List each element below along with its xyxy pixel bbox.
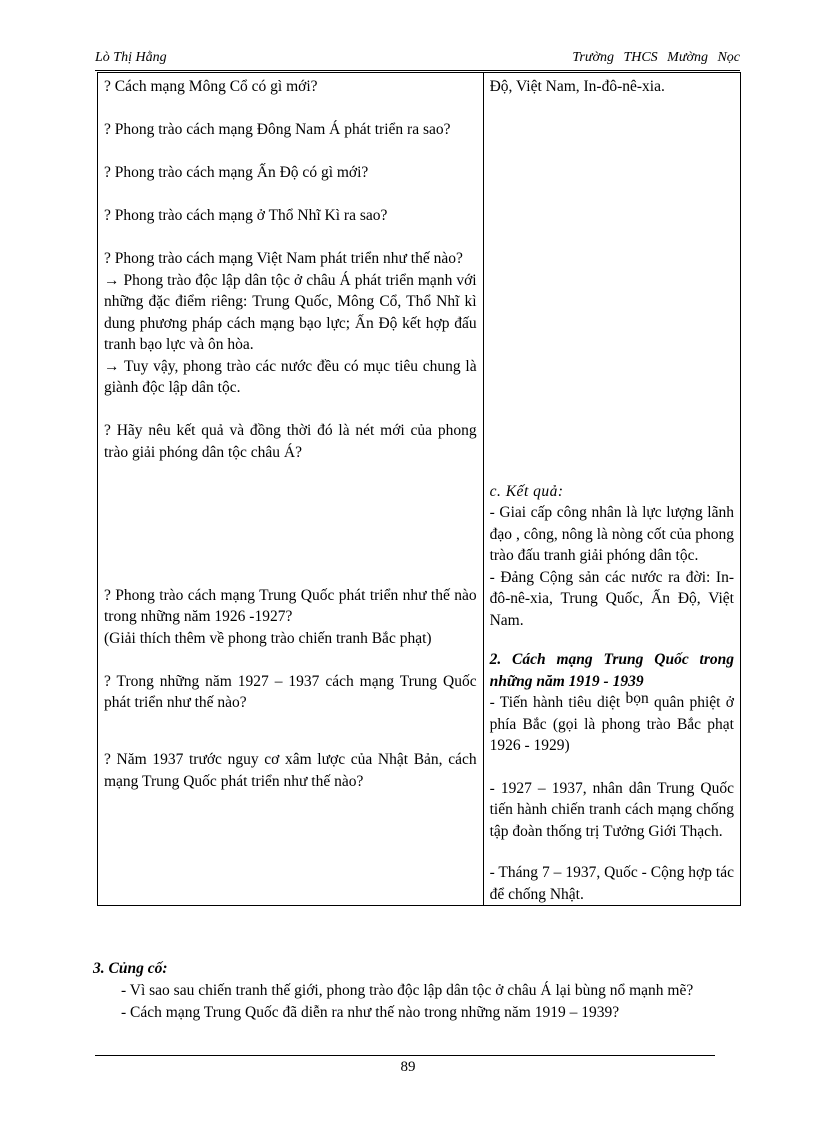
header-school: Trường THCS Mường Nọc (572, 50, 740, 65)
question-china-1926: ? Phong trào cách mạng Trung Quốc phát triển như thế nào trong những năm 1926 -1927? (104, 586, 477, 625)
header-author: Lò Thị Hằng (95, 50, 167, 65)
question-southeast-asia: ? Phong trào cách mạng Đông Nam Á phát triển ra sao? (104, 121, 451, 138)
answer-1: - Tiến hành tiêu diệt bọn quân phiệt ở phía Bắc (gọi là phong trào Bắc phạt 1926 - 1929) (489, 690, 734, 754)
page-number: 89 (400, 1059, 416, 1075)
left-column (98, 73, 484, 906)
right-column (483, 73, 740, 906)
conclusion-2: → Tuy vậy, phong trào các nước đều có mục tiêu chung là giành độc lập dân tộc. (104, 357, 477, 396)
consolidation-question-2: - Cách mạng Trung Quốc đã diễn ra như thế nào trong những năm 1919 – 1939? (121, 1004, 620, 1021)
consolidation-section (93, 958, 741, 1024)
table-row (98, 73, 741, 906)
answer-3: - Tháng 7 – 1937, Quốc - Cộng hợp tác để chống Nhật. (489, 864, 734, 903)
result-2: - Đảng Cộng sản các nước ra đời: In-đô-nê-xia, Trung Quốc, Ấn Độ, Việt Nam. (489, 568, 734, 629)
conclusion-1: → Phong trào độc lập dân tộc ở châu Á phát triển mạnh với những đặc điểm riêng: Trung Quốc, Mông Cổ, Thổ Nhĩ kì dung phương pháp cách mạng bạo lực; Ấn Độ kết hợp đấu tranh bạo lực và ôn hòa. (104, 271, 477, 353)
question-china-note: (Giải thích thêm về phong trào chiến tranh Bắc phạt) (104, 629, 432, 647)
question-china-1937: ? Năm 1937 trước nguy cơ xâm lược của Nhật Bản, cách mạng Trung Quốc phát triển như thế nào? (104, 751, 477, 790)
question-turkey: ? Phong trào cách mạng ở Thổ Nhĩ Kì ra sao? (104, 207, 388, 224)
result-1: - Giai cấp công nhân là lực lượng lãnh đạo , công, nông là nòng cốt của phong trào đấu tranh giải phóng dân tộc. (489, 504, 734, 564)
results-title: c. Kết quả: (489, 482, 564, 500)
lesson-table (97, 72, 741, 906)
consolidation-question-1: - Vì sao sau chiến tranh thế giới, phong trào độc lập dân tộc ở châu Á lại bùng nổ mạnh mẽ? (121, 982, 694, 999)
consolidation-heading: 3. Củng cố: (93, 960, 168, 977)
question-mongolia: ? Cách mạng Mông Cổ có gì mới? (104, 78, 318, 95)
right-continuation: Độ, Việt Nam, In-đô-nê-xia. (489, 78, 665, 95)
question-results: ? Hãy nêu kết quả và đồng thời đó là nét mới của phong trào giải phóng dân tộc châu Á? (104, 422, 477, 461)
question-china-1927: ? Trong những năm 1927 – 1937 cách mạng Trung Quốc phát triển như thế nào? (104, 672, 477, 711)
question-vietnam: ? Phong trào cách mạng Việt Nam phát triển như thế nào? (104, 250, 463, 267)
section-2-title: 2. Cách mạng Trung Quốc trong những năm 1919 - 1939 (489, 651, 734, 690)
question-india: ? Phong trào cách mạng Ấn Độ có gì mới? (104, 164, 369, 181)
footer-divider (95, 1055, 715, 1056)
answer-2: - 1927 – 1937, nhân dân Trung Quốc tiến hành chiến tranh cách mạng chống tập đoàn thống trị Tưởng Giới Thạch. (489, 779, 734, 840)
page-header (95, 46, 740, 71)
